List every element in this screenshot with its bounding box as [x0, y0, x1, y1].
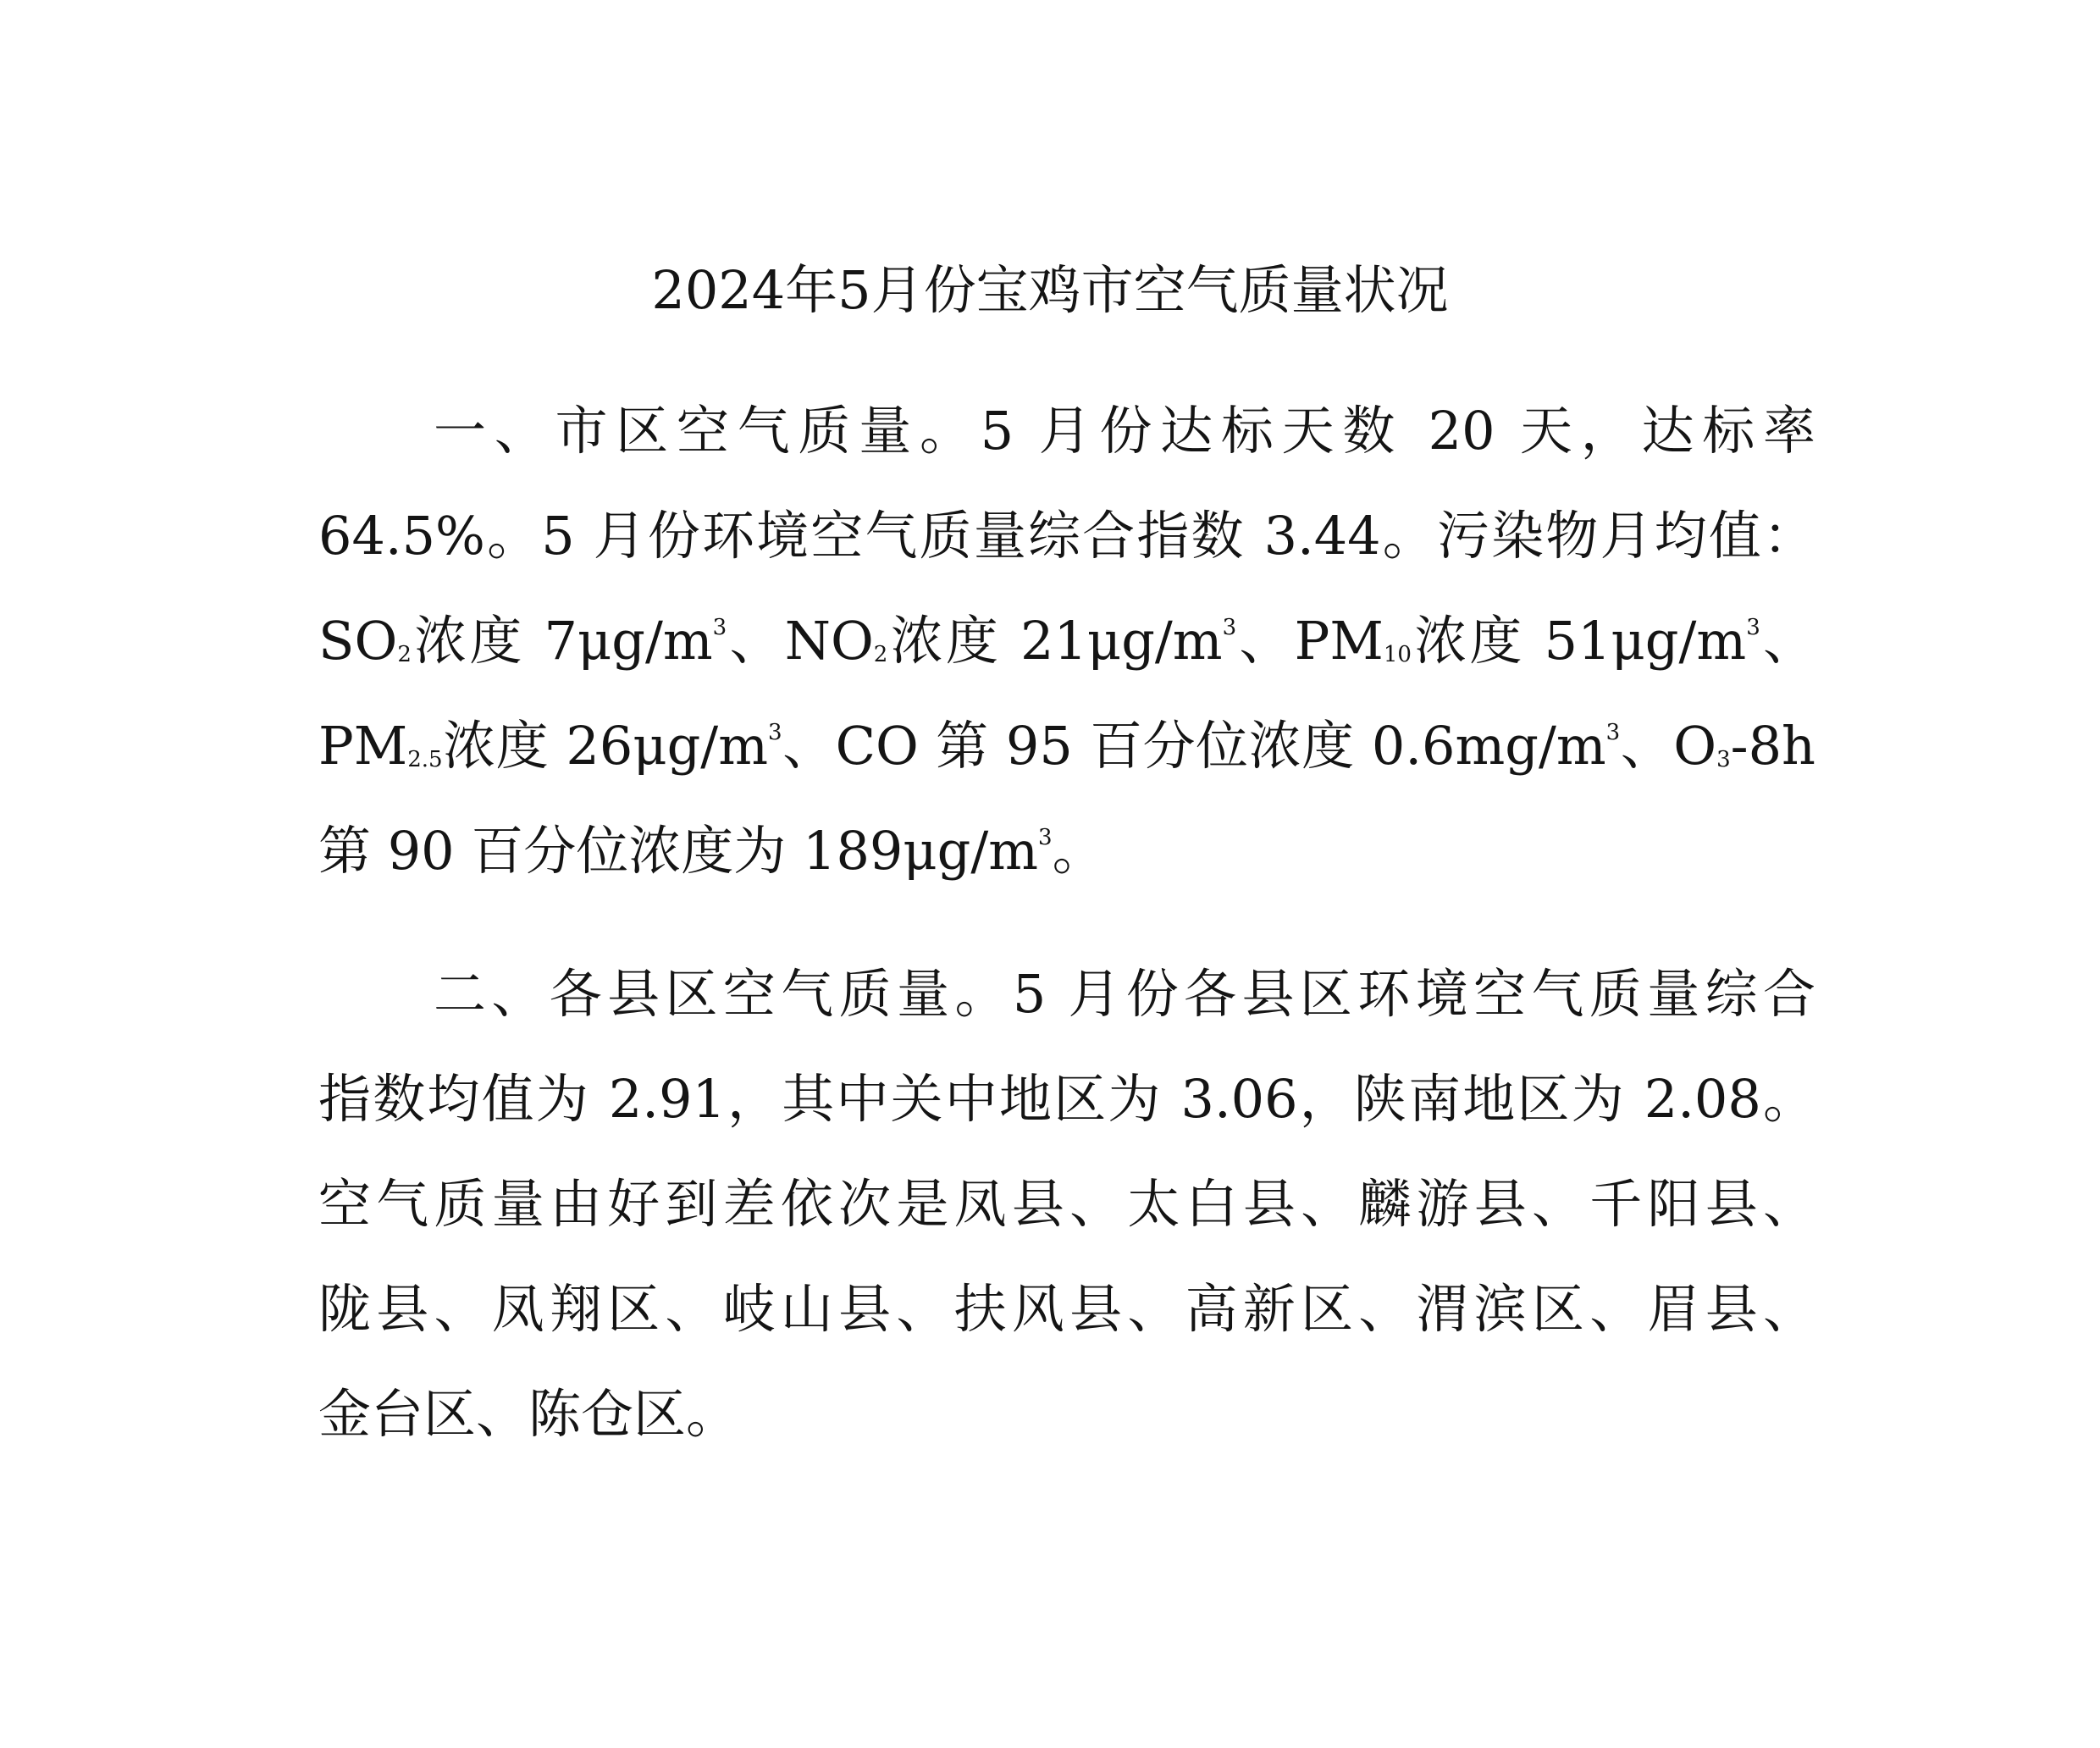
section-city-air-quality — [318, 379, 1815, 904]
text-run: 空气质量由好到差依次是凤县、太白县、麟游县、千阳县、 — [318, 1173, 1815, 1235]
text-run: 金台区、陈仓区。 — [318, 1383, 739, 1445]
text-run: 、CO 第 95 百分位浓度 0.6mg/m — [782, 715, 1606, 777]
text-run: SO — [318, 610, 398, 672]
text-run: 陇县、凤翔区、岐山县、扶风县、高新区、渭滨区、眉县、 — [318, 1278, 1815, 1340]
section-county-air-quality — [318, 942, 1815, 1467]
text-run: 、NO — [727, 610, 874, 672]
text-run: 浓度 21μg/m — [887, 610, 1223, 672]
text-run: 、O — [1620, 715, 1717, 777]
text-run: 一、市区空气质量。5 月份达标天数 20 天，达标率 — [434, 400, 1815, 462]
paragraph-line — [318, 589, 1815, 694]
paragraph-line — [318, 799, 1815, 904]
text-run: 、PM — [1236, 610, 1384, 672]
subscript: 2 — [873, 642, 888, 668]
paragraph-line — [318, 694, 1815, 799]
text-run: -8h — [1730, 715, 1815, 777]
text-run: 第 90 百分位浓度为 189μg/m — [318, 820, 1039, 882]
text-run: PM — [318, 715, 408, 777]
superscript: 3 — [1038, 825, 1053, 851]
paragraph-line — [318, 1152, 1815, 1257]
superscript: 3 — [1746, 615, 1760, 641]
paragraph-line — [318, 1047, 1815, 1152]
text-run: 指数均值为 2.91，其中关中地区为 3.06，陕南地区为 2.08。 — [318, 1068, 1815, 1130]
text-run: 浓度 7μg/m — [411, 610, 713, 672]
page-title: 2024年5月份宝鸡市空气质量状况 — [651, 259, 1449, 321]
paragraph-line — [318, 942, 1815, 1047]
paragraph-line — [318, 484, 1815, 589]
subscript: 10 — [1383, 642, 1412, 668]
paragraph-line — [318, 1362, 1815, 1467]
subscript: 3 — [1716, 747, 1731, 773]
superscript: 3 — [1222, 615, 1237, 641]
text-run: 二、各县区空气质量。5 月份各县区环境空气质量综合 — [434, 963, 1815, 1025]
text-run: 64.5%。5 月份环境空气质量综合指数 3.44。污染物月均值： — [318, 505, 1815, 567]
subscript: 2.5 — [407, 747, 443, 773]
paragraph-line — [318, 379, 1815, 484]
subscript: 2 — [397, 642, 412, 668]
superscript: 3 — [712, 615, 727, 641]
text-run: 浓度 51μg/m — [1411, 610, 1747, 672]
text-run: 。 — [1052, 820, 1105, 882]
paragraph-line — [318, 1257, 1815, 1362]
text-run: 浓度 26μg/m — [442, 715, 768, 777]
text-run: 、 — [1760, 610, 1815, 672]
superscript: 3 — [767, 720, 782, 746]
superscript: 3 — [1605, 720, 1621, 746]
